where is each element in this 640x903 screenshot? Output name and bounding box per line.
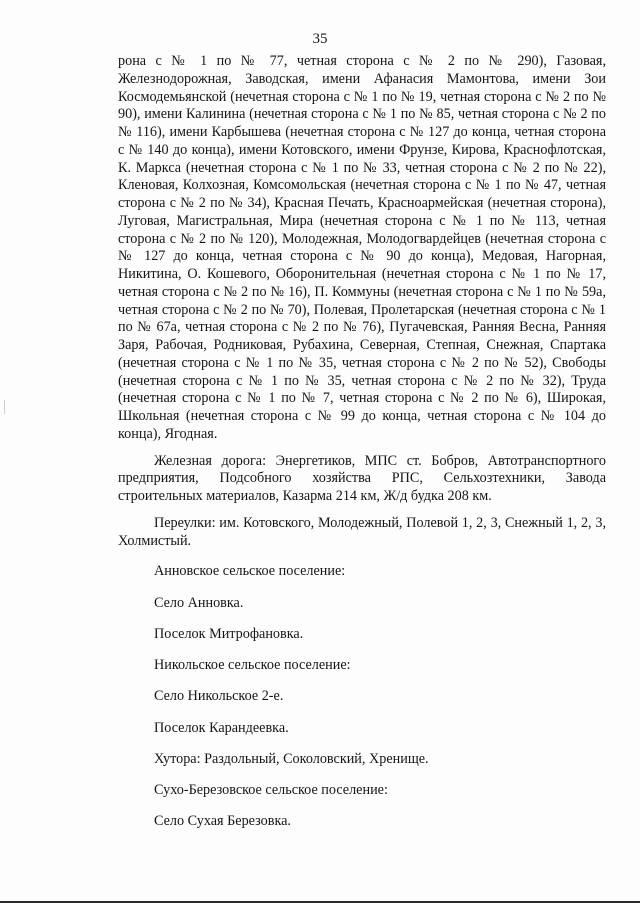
settlement-line: Село Анновка.: [154, 594, 244, 611]
settlements-list: [118, 563, 606, 831]
settlement-heading: Никольское сельское поселение:: [154, 657, 351, 673]
scan-margin-mark: [4, 400, 5, 414]
settlement-line: Село Никольское 2-е.: [154, 688, 284, 705]
lanes-paragraph: Переулки: им. Котовского, Молодежный, Полевой 1, 2, 3, Снежный 1, 2, 3, Холмистый.: [118, 514, 606, 549]
settlement-line: Поселок Карандеевка.: [154, 719, 289, 736]
settlement-line: Село Сухая Березовка.: [154, 813, 291, 830]
page-number: 35: [312, 31, 328, 47]
settlement-heading: Сухо-Березовское сельское поселение:: [154, 782, 388, 798]
settlement-line: Поселок Митрофановка.: [154, 625, 304, 642]
settlement-heading: Анновское сельское поселение:: [154, 563, 346, 580]
document-body: [118, 53, 606, 831]
railway-paragraph: Железная дорога: Энергетиков, МПС ст. Бобров, Автотранспортного предприятия, Подсобного хозяйства РПС, Сельхозтехники, Завода строительных материалов, Казарма 214 км, Ж/д будка 208 км.: [118, 452, 606, 504]
streets-paragraph: рона с № 1 по № 77, четная сторона с № 2 по № 290), Газовая, Железнодорожная, Заводская, имени Афанасия Мамонтова, имени Зои Космодемьянской (нечетная сторона с № 1 по № 19, четная сторона с № 2 по № 90), имени Калинина (нечетная сторона с № 1 по № 85, четная сторона с № 2 по № 116), имени Карбышева (нечетная сторона с № 127 до конца, четная сторона с № 140 до конца), имени Котовского, имени Фрунзе, Кирова, Краснофлотская, К. Маркса (нечетная сторона с № 1 по № 33, четная сторона с № 2 по № 22), Кленовая, Колхозная, Комсомольская (нечетная сторона с № 1 по № 47, четная сторона с № 2 по № 34), Красная Печать, Красноармейская (нечетная сторона), Луговая, Магистральная, Мира (нечетная сторона с № 1 по № 113, четная сторона с № 2 по № 120), Молодежная, Молодогвардейцев (нечетная сторона с № 127 до конца, четная сторона с № 90 до конца), Медовая, Нагорная, Никитина, О. Кошевого, Оборонительная (нечетная сторона с № 1 по № 17, четная сторона с № 2 по № 16), П. Коммуны (нечетная сторона с № 1 по № 59а, четная сторона с № 2 по № 70), Полевая, Пролетарская (нечетная сторона с № 1 по № 67а, четная сторона с № 2 по № 76), Пугачевская, Ранняя Весна, Ранняя Заря, Рабочая, Родниковая, Рубахина, Северная, Степная, Снежная, Спартака (нечетная сторона с № 1 по № 35, четная сторона с № 2 по № 52), Свободы (нечетная сторона с № 1 по № 35, четная сторона с № 2 по № 32), Труда (нечетная сторона с № 1 по № 7, четная сторона с № 2 по № 6), Широкая, Школьная (нечетная сторона с № 99 до конца, четная сторона с № 104 до конца), Ягодная.: [118, 53, 606, 442]
settlement-line: Хутора: Раздольный, Соколовский, Хренище.: [154, 750, 429, 767]
